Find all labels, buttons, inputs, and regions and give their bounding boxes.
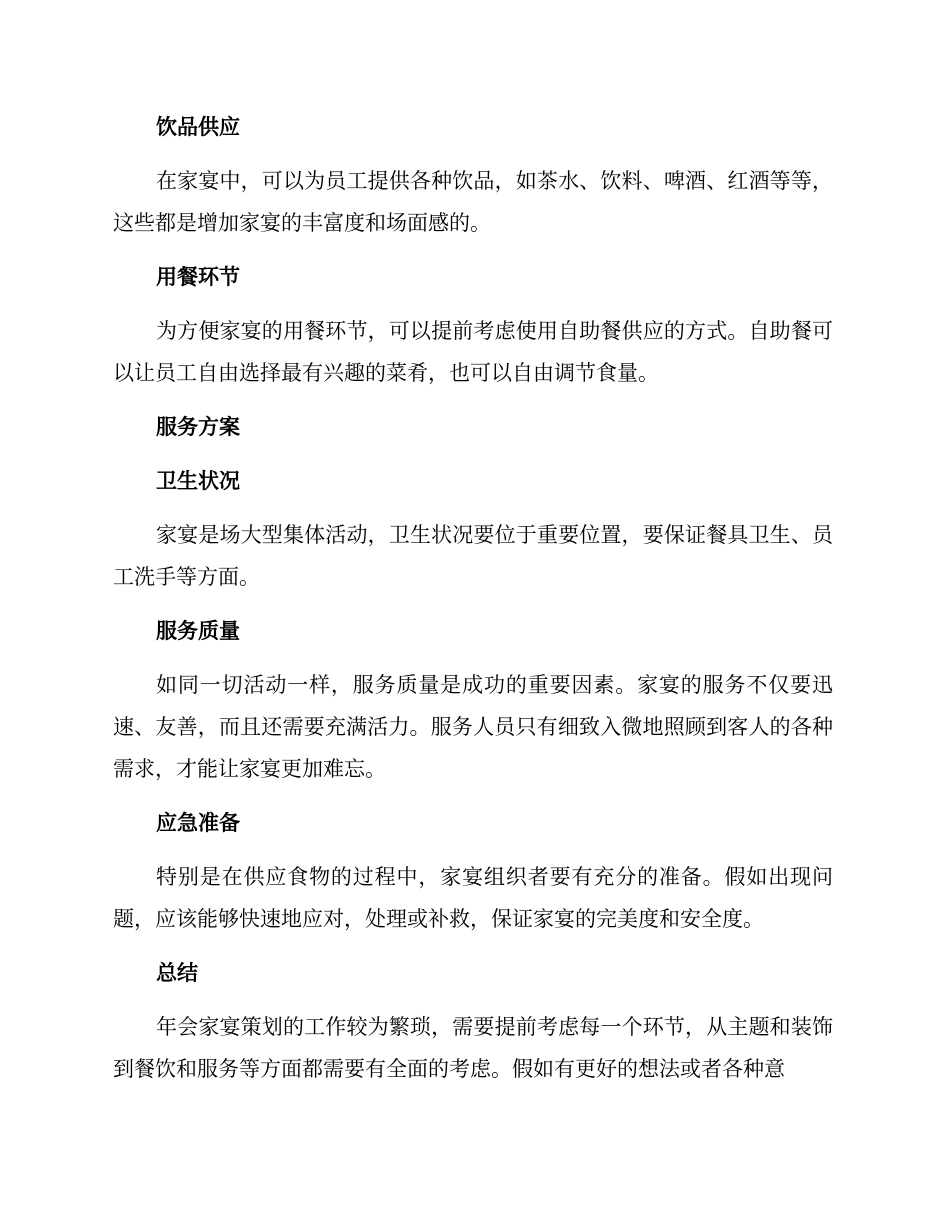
section-heading-drinks: 饮品供应 [156,115,240,139]
section-heading-service-quality: 服务质量 [156,619,240,643]
section-paragraph-emergency: 特别是在供应食物的过程中，家宴组织者要有充分的准备。假如出现问题，应该能够快速地应对，处理或补救，保证家宴的完美度和安全度。 [113,865,833,931]
section-paragraph-summary: 年会家宴策划的工作较为繁琐，需要提前考虑每一个环节，从主题和装饰到餐饮和服务等方面都需要有全面的考虑。假如有更好的想法或者各种意 [113,1015,833,1081]
section-paragraph-service-quality: 如同一切活动一样，服务质量是成功的重要因素。家宴的服务不仅要迅速、友善，而且还需要充满活力。服务人员只有细致入微地照顾到客人的各种需求，才能让家宴更加难忘。 [113,673,833,781]
section-paragraph-drinks: 在家宴中，可以为员工提供各种饮品，如茶水、饮料、啤酒、红酒等等，这些都是增加家宴的丰富度和场面感的。 [113,169,833,235]
section-heading-emergency: 应急准备 [156,811,240,835]
section-paragraph-hygiene: 家宴是场大型集体活动，卫生状况要位于重要位置，要保证餐具卫生、员工洗手等方面。 [113,523,833,589]
section-heading-dining: 用餐环节 [156,265,240,289]
section-heading-summary: 总结 [156,961,198,985]
section-heading-service-plan: 服务方案 [156,415,240,439]
document-body [113,106,833,1090]
section-paragraph-dining: 为方便家宴的用餐环节，可以提前考虑使用自助餐供应的方式。自助餐可以让员工自由选择最有兴趣的菜肴，也可以自由调节食量。 [113,319,833,385]
section-heading-hygiene: 卫生状况 [156,469,240,493]
